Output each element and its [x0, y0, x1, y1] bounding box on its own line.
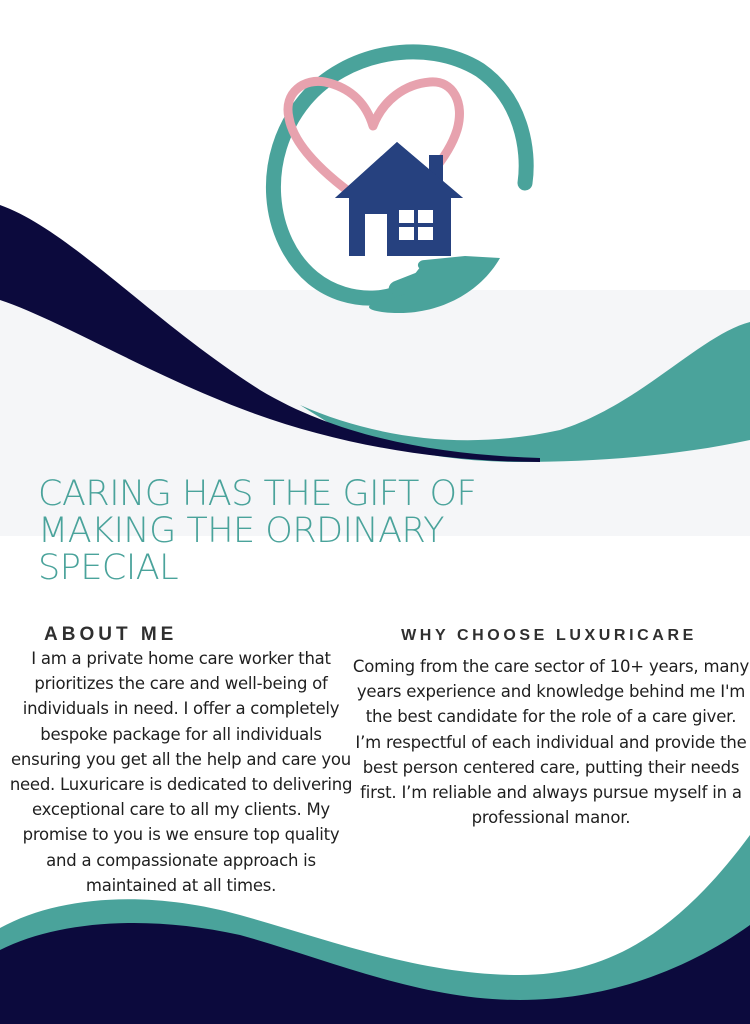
logo — [225, 18, 545, 338]
why-body: Coming from the care sector of 10+ years, many years experience and knowledge behind me I'm the best candidate for the role of a care giver. I’m respectful of each individual and provide the best person centered care, putting their needs first. I’m reliable and always pursue myself in a professional manor. — [352, 657, 750, 828]
about-section — [6, 624, 356, 898]
about-body: I am a private home care worker that prioritizes the care and well-being of individuals in need. I offer a completely bespoke package for all individuals ensuring you get all the help and care you need. Luxuricare is dedicated to delivering exceptional care to all my clients. My promise to you is we ensure top quality and a compassionate approach is maintained at all times. — [9, 649, 353, 895]
why-section — [352, 627, 750, 830]
about-heading: ABOUT ME — [44, 624, 178, 645]
why-heading: WHY CHOOSE LUXURICARE — [401, 627, 697, 644]
headline: CARING HAS THE GIFT OF MAKING THE ORDINARY SPECIAL — [38, 474, 477, 588]
